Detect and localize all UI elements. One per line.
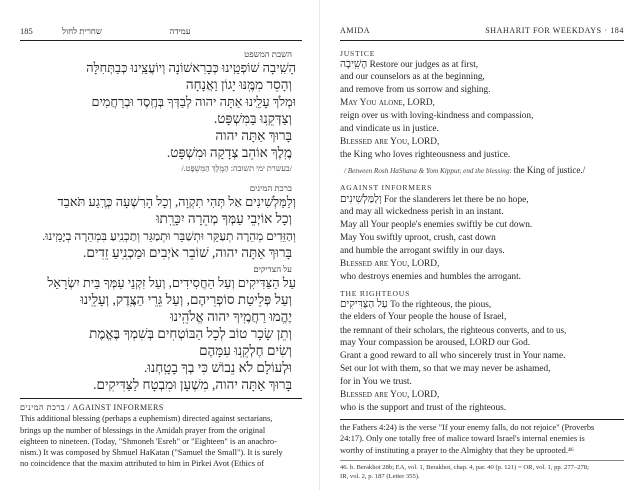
english-line: and remove from us sorrow and sighing.	[340, 85, 491, 95]
english-line: Set our lot with them, so that we may never be ashamed,	[340, 364, 551, 374]
justice-heading-hebrew: השבת המשפט	[244, 49, 292, 59]
english-line: the remnant of their scholars, the righteous converts, and to us,	[340, 325, 567, 335]
hebrew-line: עַל הַצַּדִּיקִים וְעַל הַחֲסִידִים, וְעַל זִקְנֵי עַמְּךָ בֵּית יִשְׂרָאֵל	[47, 276, 296, 290]
left-center-header: עמידה	[169, 26, 191, 36]
english-line: for in You we trust.	[340, 377, 412, 387]
hebrew-line: וְכָל אוֹיְבֵי עַמְּךָ מְהֵרָה יִכָּרֵֽתוּ	[156, 211, 292, 226]
righteous-hebrew-word: עַל הַצַּדִּיקִים	[340, 299, 388, 310]
footnote-line: 46. b. Berakhot 28b; EA, vol. 1, Berakhot, chap. 4, par. 40 (p. 121) = OR, vol. 1, pp. 277–278;	[340, 464, 589, 471]
english-line: who destroys enemies and humbles the arrogant.	[340, 272, 521, 282]
informers-line: For the slanderers let there be no hope,	[383, 195, 529, 205]
commentary-line: worthy of instituting a prayer to the Almighty that they be uprooted.⁴⁶	[340, 445, 574, 455]
informers-hebrew-word: וְלַמַּלְשִׁינִים	[340, 194, 382, 205]
left-commentary	[20, 402, 302, 470]
righteous-line: To the righteous, the pious,	[390, 300, 492, 310]
hebrew-line: וְצַדְּקֵֽנוּ בַּמִּשְׁפָּט.	[213, 111, 292, 126]
right-header-rule	[340, 40, 624, 41]
footnote-rule	[340, 460, 624, 461]
left-page-number: 185	[20, 26, 33, 36]
right-running-title: SHAHARIT FOR WEEKDAYS	[485, 26, 602, 35]
commentary-line: nism.) It was composed by Shmuel HaKatan ("Samuel the Small"). It is surely	[20, 448, 283, 458]
ten-days-note-hebrew: /בעשרת ימי תשובה: הַמֶּֽלֶךְ הַמִּשְׁפָּט./	[181, 164, 292, 173]
commentary-line: brings up the number of blessings in the Amidah prayer from the original	[20, 425, 266, 435]
hebrew-line: בָּרוּךְ אַתָּה יהוה, מִשְׁעָן וּמִבְטָח לַצַּדִּיקִים.	[93, 377, 292, 392]
ten-days-note	[344, 165, 585, 175]
hebrew-line: וּלְעוֹלָם לֹא נֵבוֹשׁ כִּי בְךָ בָטָֽחְנוּ.	[144, 360, 292, 375]
hebrew-line: בָּרוּךְ אַתָּה יהוה	[215, 128, 292, 143]
footnote	[340, 463, 630, 481]
hebrew-line: וְהָסֵר מִמֶּֽנּוּ יָגוֹן וַאֲנָחָה	[185, 77, 292, 92]
english-line: Blessed are You, LORD,	[340, 390, 440, 400]
english-line: and may all wickedness perish in an instant.	[340, 207, 504, 217]
english-line: and vindicate us in justice.	[340, 124, 439, 134]
justice-heading: JUSTICE	[340, 49, 376, 58]
hebrew-line: וְתֵן שָׂכָר טוֹב לְכָל הַבּוֹטְחִים בְּשִׁמְךָ בֶּאֱמֶת	[89, 326, 292, 341]
right-running-right: SHAHARIT FOR WEEKDAYS · 184	[485, 26, 624, 35]
right-commentary	[340, 422, 630, 456]
commentary-line: no coincidence that the maxim attributed to him in Pirkei Avot (Ethics of	[20, 459, 265, 469]
english-line: May all Your people's enemies swiftly be cut down.	[340, 220, 533, 230]
hebrew-line: וּמְלֹךְ עָלֵֽינוּ אַתָּה יהוה לְבַדְּךָ בְּחֶֽסֶד וּבְרַחֲמִים	[91, 95, 296, 109]
left-running-title: שחרית לחול	[62, 26, 102, 36]
right-page	[320, 0, 640, 490]
left-commentary-rule	[20, 398, 302, 399]
right-running-left: AMIDA	[340, 26, 371, 35]
english-line: reign over us with loving-kindness and compassion,	[340, 111, 534, 121]
hebrew-line: וְלַמַּלְשִׁינִים אַל תְּהִי תִקְוָה, וְכָל הָרִשְׁעָה כְּרֶֽגַע תֹּאבֵד	[57, 195, 296, 209]
righteous-heading: THE RIGHTEOUS	[340, 289, 411, 298]
commentary-heading-english: / AGAINST INFORMERS	[67, 403, 164, 412]
commentary-heading	[20, 402, 302, 413]
commentary-line: the Fathers 4:24) is the verse "If your enemy falls, do not rejoice" (Proverbs	[340, 423, 595, 432]
english-line: may Your compassion be aroused, LORD our God.	[340, 338, 531, 348]
english-line: Blessed are You, LORD,	[340, 137, 440, 147]
commentary-heading-hebrew: ברכת המינים	[20, 403, 66, 412]
righteous-heading-hebrew: על הצדיקים	[253, 264, 292, 274]
hebrew-line: הָשִֽׁיבָה שׁוֹפְטֵֽינוּ כְּבָרִאשׁוֹנָה וְיוֹעֲצֵֽינוּ כְּבַתְּחִלָּה	[86, 61, 296, 75]
hebrew-line: וְשִׂים חֶלְקֵֽנוּ עִמָּהֶם	[199, 343, 292, 358]
english-line: who is the support and trust of the righteous.	[340, 403, 507, 413]
hebrew-line: בָּרוּךְ אַתָּה יהוה, שׁוֹבֵר אֹיְבִים וּמַכְנִֽיעַ זֵדִים.	[83, 245, 292, 260]
commentary-line: 24:17). Only one totally free of malice toward Israel's internal enemies is	[340, 434, 585, 444]
english-line: Blessed are You, LORD,	[340, 259, 440, 269]
hebrew-line: מֶֽלֶךְ אוֹהֵב צְדָקָה וּמִשְׁפָּט.	[166, 145, 292, 160]
commentary-line: This additional blessing (perhaps a euphemism) directed against sectarians,	[20, 414, 273, 424]
hebrew-line: וְעַל פְּלֵיטַת סוֹפְרֵיהֶם, וְעַל גֵּרֵי הַצֶּֽדֶק, וְעָלֵֽינוּ	[80, 292, 292, 307]
justice-hebrew-word: הָשִֽׁיבָה	[340, 59, 368, 70]
english-line: Grant a good reward to all who sincerely trust in Your name.	[340, 351, 566, 361]
informers-heading: AGAINST INFORMERS	[340, 183, 433, 192]
right-commentary-rule	[340, 419, 624, 420]
english-line: the King who loves righteousness and justice.	[340, 150, 511, 160]
english-line: and our counselors as at the beginning,	[340, 72, 485, 82]
right-page-number: 184	[610, 26, 624, 35]
justice-line: Restore our judges as at first,	[369, 60, 479, 70]
hebrew-line: וְהַזֵּדִים מְהֵרָה תְעַקֵּר וּתְשַׁבֵּר וּתְמַגֵּר וְתַכְנִֽיעַ בִּמְהֵרָה בְיָמֵֽינוּ.	[42, 229, 296, 243]
ten-days-note-italic: / Between Rosh HaShana & Yom Kippur, end the blessing:	[344, 167, 512, 175]
ten-days-note-text: the King of justice./	[513, 165, 586, 175]
hebrew-line: יֶהֱמוּ רַחֲמֶֽיךָ יהוה אֱלֹהֵֽינוּ	[170, 309, 292, 324]
english-line: the elders of Your people the house of Israel,	[340, 312, 507, 322]
left-header-rule	[20, 40, 302, 41]
commentary-line: eighteen to nineteen. (Today, "Shmoneh 'Esreh" or "Eighteen" is an anachro-	[20, 436, 277, 446]
english-line: May You alone, LORD,	[340, 98, 435, 108]
footnote-line: IR, vol. 2, p. 187 (Letter 355).	[340, 473, 420, 481]
english-line: and humble the arrogant swiftly in our days.	[340, 246, 505, 256]
english-line: May You swiftly uproot, crush, cast down	[340, 233, 496, 243]
informers-heading-hebrew: ברכת המינים	[249, 183, 292, 193]
